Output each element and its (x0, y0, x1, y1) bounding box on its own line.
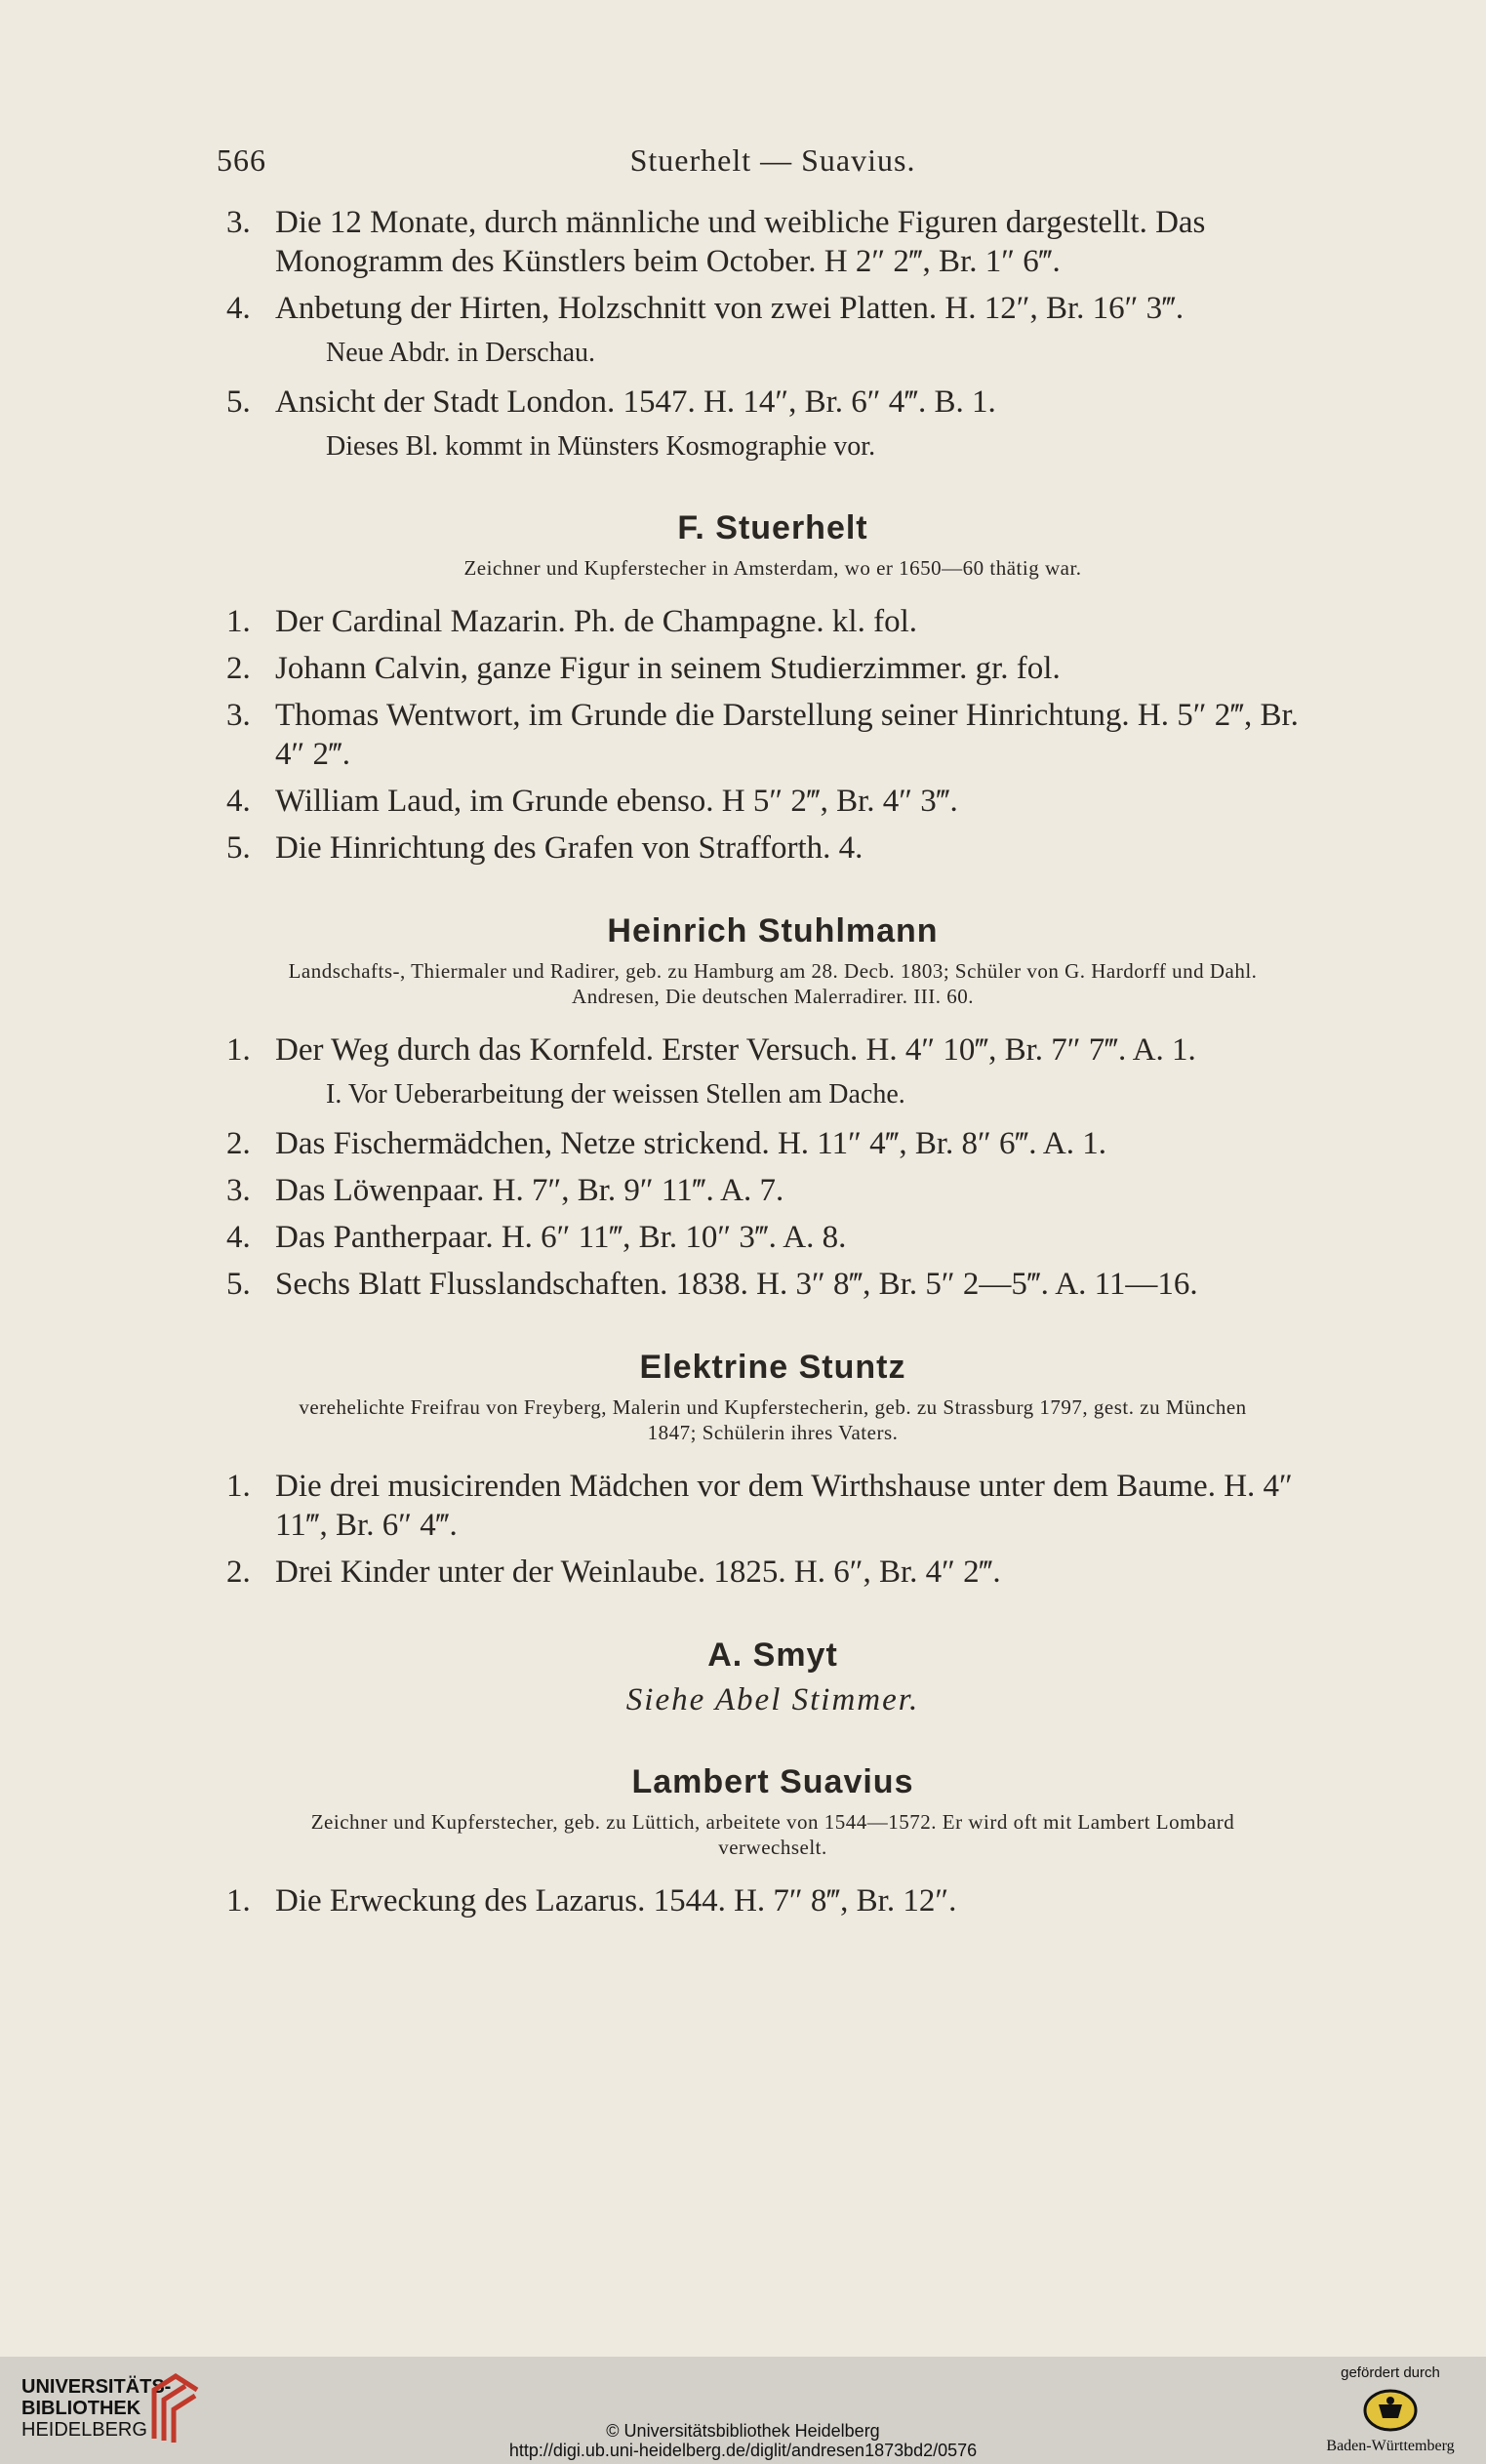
artist-heading: Heinrich Stuhlmann (607, 912, 939, 949)
page-content (217, 137, 1329, 1928)
artist-heading: Lambert Suavius (631, 1763, 914, 1800)
list-item (217, 828, 1329, 868)
library-name-line2: BIBLIOTHEK (21, 2398, 141, 2419)
entry-number: 1. (226, 604, 251, 639)
entry-number: 4. (226, 291, 251, 326)
entry-text: Thomas Wentwort, im Grunde die Darstellung seiner Hinrichtung. H. 5″ 2‴, Br. 4″ 2‴. (275, 698, 1299, 772)
artist-bio: Zeichner und Kupferstecher in Amsterdam, wo er 1650—60 thätig war. (463, 556, 1082, 580)
artist-bio: verehelichte Freifrau von Freyberg, Malerin und Kupferstecherin, geb. zu Strassburg 1797, gest. zu München 1847; Schülerin ihres Vaters. (299, 1395, 1247, 1444)
copyright-text: © Universitätsbibliothek Heidelberg (606, 2421, 880, 2441)
list-item (217, 1218, 1329, 1257)
entry-text: Johann Calvin, ganze Figur in seinem Studierzimmer. gr. fol. (275, 651, 1061, 686)
list-item (217, 203, 1329, 281)
artist-heading: Elektrine Stuntz (639, 1349, 906, 1386)
entry-text: Die Hinrichtung des Grafen von Strafforth. 4. (275, 830, 863, 866)
list-item (217, 1265, 1329, 1304)
entry-text: Das Löwenpaar. H. 7″, Br. 9″ 11‴. A. 7. (275, 1173, 784, 1208)
list-item (217, 1171, 1329, 1210)
list-item (217, 383, 1329, 422)
entry-number: 4. (226, 1220, 251, 1255)
permalink[interactable]: http://digi.ub.uni-heidelberg.de/diglit/andresen1873bd2/0576 (508, 2441, 978, 2460)
running-head (217, 137, 1329, 195)
entry-text: Sechs Blatt Flusslandschaften. 1838. H. 3″ 8‴, Br. 5″ 2—5‴. A. 11—16. (275, 1267, 1198, 1302)
entry-text: Das Fischermädchen, Netze strickend. H. 11″ 4‴, Br. 8″ 6‴. A. 1. (275, 1126, 1107, 1161)
entry-number: 5. (226, 1267, 251, 1302)
running-title: Stuerhelt — Suavius. (629, 142, 916, 178)
entry-text: Der Cardinal Mazarin. Ph. de Champagne. kl. fol. (275, 604, 917, 639)
library-name-line1: UNIVERSITÄTS- (21, 2376, 172, 2398)
entry-text: Die 12 Monate, durch männliche und weibliche Figuren dargestellt. Das Monogramm des Künstlers beim October. H 2″ 2‴, Br. 1″ 6‴. (275, 205, 1206, 279)
footer-bar (0, 2357, 1486, 2464)
list-item (217, 1881, 1329, 1920)
entry-number: 3. (226, 698, 251, 733)
entry-number: 2. (226, 1555, 251, 1590)
artist-heading: A. Smyt (707, 1636, 838, 1674)
entry-text: Die drei musicirenden Mädchen vor dem Wirthshause unter dem Baume. H. 4″ 11‴, Br. 6″ 4‴. (275, 1469, 1293, 1543)
entry-number: 2. (226, 1126, 251, 1161)
entry-text: Anbetung der Hirten, Holzschnitt von zwei Platten. H. 12″, Br. 16″ 3‴. (275, 291, 1185, 326)
artist-heading: F. Stuerhelt (677, 509, 868, 546)
entry-text: Ansicht der Stadt London. 1547. H. 14″, Br. 6″ 4‴. B. 1. (275, 384, 996, 420)
entry-number: 1. (226, 1032, 251, 1068)
list-item (217, 1553, 1329, 1592)
list-item (217, 649, 1329, 688)
artist-bio: Zeichner und Kupferstecher, geb. zu Lüttich, arbeitete von 1544—1572. Er wird oft mit Lambert Lombard verwechselt. (310, 1810, 1235, 1859)
entry-number: 4. (226, 784, 251, 819)
entry-text: Drei Kinder unter der Weinlaube. 1825. H. 6″, Br. 4″ 2‴. (275, 1555, 1001, 1590)
funded-label: gefördert durch (1341, 2364, 1440, 2381)
artist-bio: Landschafts-, Thiermaler und Radirer, geb. zu Hamburg am 28. Decb. 1803; Schüler von G. Hardorff und Dahl. Andresen, Die deutschen Malerradirer. III. 60. (288, 959, 1258, 1008)
entry-number: 2. (226, 651, 251, 686)
entry-number: 1. (226, 1883, 251, 1919)
state-seal-icon (1361, 2387, 1420, 2434)
entry-number: 3. (226, 205, 251, 240)
entry-note: Dieses Bl. kommt in Münsters Kosmographie vor. (326, 431, 876, 462)
list-item (217, 1467, 1329, 1545)
list-item (217, 1030, 1329, 1070)
library-name-line3: HEIDELBERG (21, 2419, 147, 2441)
entry-text: Die Erweckung des Lazarus. 1544. H. 7″ 8‴, Br. 12″. (275, 1883, 957, 1919)
list-item (217, 696, 1329, 774)
entry-number: 5. (226, 384, 251, 420)
list-item (217, 1124, 1329, 1163)
entry-text: William Laud, im Grunde ebenso. H 5″ 2‴, Br. 4″ 3‴. (275, 784, 958, 819)
entry-note: Neue Abdr. in Derschau. (326, 338, 596, 368)
entry-text: Der Weg durch das Kornfeld. Erster Versuch. H. 4″ 10‴, Br. 7″ 7‴. A. 1. (275, 1032, 1196, 1068)
copyright-block (0, 2421, 1486, 2460)
entry-number: 5. (226, 830, 251, 866)
funder-block (1322, 2364, 1459, 2455)
entry-text: Das Pantherpaar. H. 6″ 11‴, Br. 10″ 3‴. A. 8. (275, 1220, 847, 1255)
list-item (217, 602, 1329, 641)
funder-name: Baden-Württemberg (1326, 2438, 1455, 2454)
page-number: 566 (217, 142, 266, 178)
entry-note: I. Vor Ueberarbeitung der weissen Stellen am Dache. (326, 1079, 905, 1110)
entry-number: 3. (226, 1173, 251, 1208)
entry-number: 1. (226, 1469, 251, 1504)
list-item (217, 782, 1329, 821)
list-item (217, 289, 1329, 328)
cross-reference: Siehe Abel Stimmer. (625, 1682, 920, 1717)
